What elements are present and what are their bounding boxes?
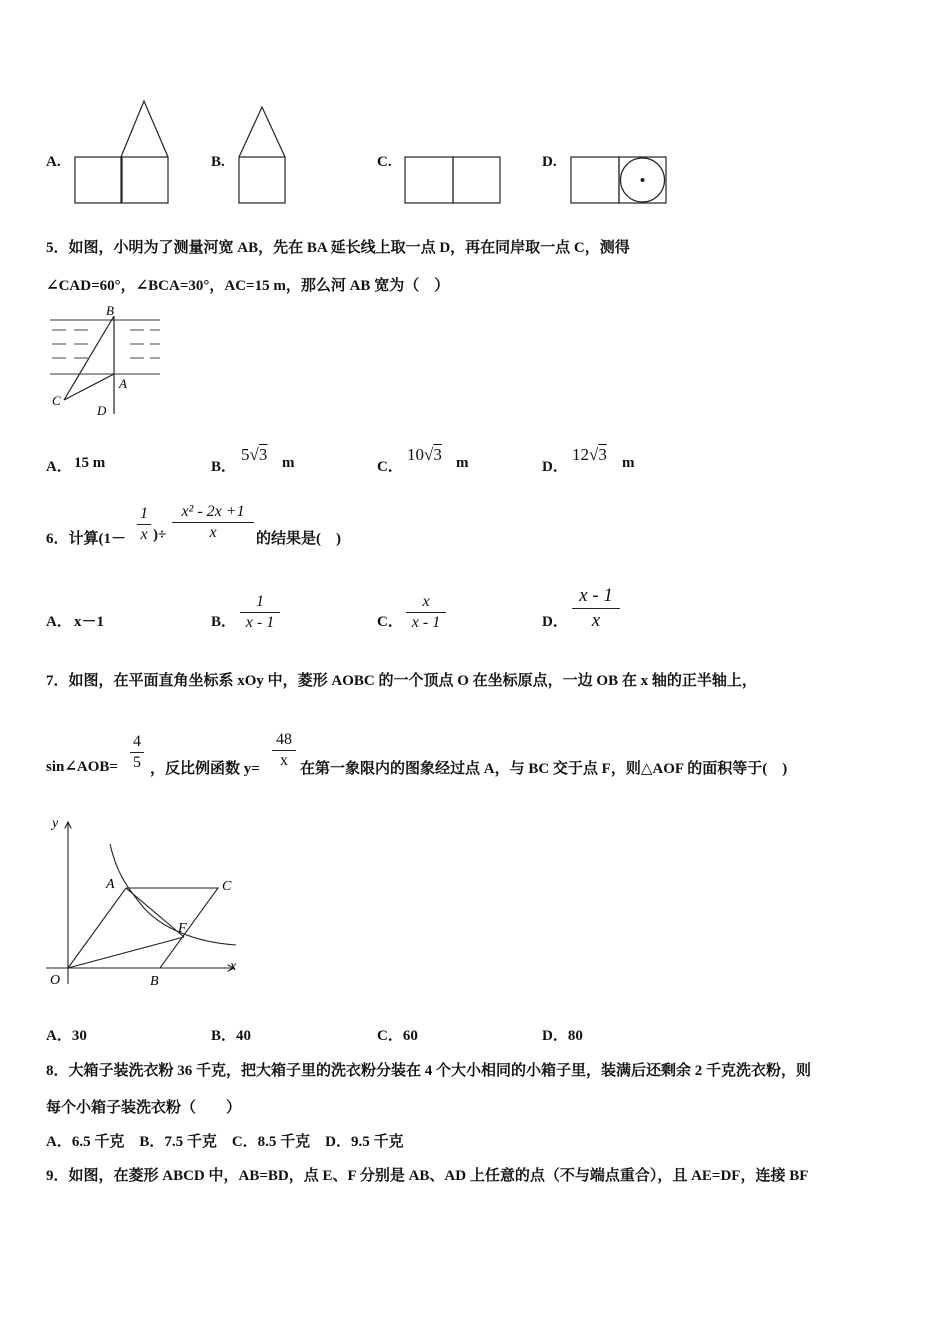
q7-label-o: O — [50, 973, 61, 988]
q6-option-a-letter: A． — [46, 614, 72, 630]
q4-option-d-figure — [568, 154, 670, 206]
q6-fraction-2: x² - 2x +1 x — [172, 503, 254, 543]
q6-suffix: 的结果是( ) — [256, 531, 341, 547]
q4-option-b-letter: B. — [211, 154, 225, 170]
q5-label-d: D — [97, 403, 107, 418]
q4-option-a-letter: A. — [46, 154, 61, 170]
q7-k-fraction: 48 x — [272, 731, 296, 771]
q7-mid: ，反比例函数 y= — [150, 761, 260, 777]
q4-option-b-figure — [236, 104, 290, 206]
q5-option-c-unit: m — [456, 455, 469, 471]
q7-label-c: C — [222, 879, 232, 894]
q4-option-c-figure — [402, 154, 504, 206]
q4-option-d-letter: D. — [542, 154, 557, 170]
q7-suffix: 在第一象限内的图象经过点 A，与 BC 交于点 F，则△AOF 的面积等于( ) — [300, 761, 788, 777]
q7-coordinate-figure — [44, 812, 244, 992]
q5-river-figure — [44, 302, 164, 420]
q5-option-a-text: 15 m — [74, 455, 106, 471]
q8-line2: 每个小箱子装洗衣粉（ ） — [46, 1100, 242, 1116]
q8-options: A．6.5 千克 B．7.5 千克 C．8.5 千克 D．9.5 千克 — [46, 1134, 404, 1150]
q5-label-b: B — [106, 303, 114, 318]
q9-line1: 9．如图，在菱形 ABCD 中，AB=BD，点 E、F 分别是 AB、AD 上任意的点（不与端点重合），且 AE=DF，连接 BF — [46, 1168, 809, 1184]
q6-option-c-fraction: x x - 1 — [406, 593, 446, 633]
q5-label-c: C — [52, 393, 61, 408]
q5-option-c-value: 10√3 — [407, 445, 442, 464]
q4-option-c-letter: C. — [377, 154, 392, 170]
q7-option-a: A．30 — [46, 1028, 87, 1044]
q6-option-c-letter: C． — [377, 614, 403, 630]
q6-option-d-fraction: x - 1 x — [572, 585, 620, 632]
q7-sin-fraction: 4 5 — [130, 733, 144, 773]
q6-option-d-letter: D． — [542, 614, 568, 630]
q6-option-b-letter: B． — [211, 614, 237, 630]
q7-label-a: A — [106, 877, 115, 892]
q4-option-a-figure — [72, 98, 172, 206]
q7-sin-prefix: sin∠AOB= — [46, 759, 118, 775]
q5-option-c-letter: C． — [377, 459, 403, 475]
q7-label-x: x — [230, 959, 237, 974]
q5-option-b-value: 5√3 — [241, 445, 268, 464]
q8-line1: 8．大箱子装洗衣粉 36 千克，把大箱子里的洗衣粉分装在 4 个大小相同的小箱子里，装满后还剩余 2 千克洗衣粉，则 — [46, 1063, 812, 1079]
q7-option-d: D．80 — [542, 1028, 583, 1044]
q5-line1: 5．如图，小明为了测量河宽 AB，先在 BA 延长线上取一点 D，再在同岸取一点 C，测得 — [46, 240, 630, 256]
q5-option-a-letter: A． — [46, 459, 72, 475]
q5-option-d-unit: m — [622, 455, 635, 471]
q5-line2: ∠CAD=60°，∠BCA=30°，AC=15 m，那么河 AB 宽为（ ） — [46, 278, 450, 294]
q5-label-a: A — [119, 376, 127, 391]
q7-option-c: C．60 — [377, 1028, 418, 1044]
q6-mid: )÷ — [153, 527, 167, 543]
q7-line1: 7．如图，在平面直角坐标系 xOy 中，菱形 AOBC 的一个顶点 O 在坐标原点，一边 OB 在 x 轴的正半轴上， — [46, 673, 757, 689]
q5-option-d-letter: D． — [542, 459, 568, 475]
q7-label-y: y — [52, 816, 59, 831]
q6-option-a-text: x－1 — [74, 614, 105, 630]
q7-label-f: F — [178, 921, 187, 936]
q7-label-b: B — [150, 974, 159, 989]
q6-fraction-1: 1 x — [137, 505, 151, 545]
q6-option-b-fraction: 1 x - 1 — [240, 593, 280, 633]
q5-option-b-letter: B． — [211, 459, 237, 475]
q5-option-b-unit: m — [282, 455, 295, 471]
q6-prefix: 6．计算(1－ — [46, 531, 126, 547]
q5-option-d-value: 12√3 — [572, 445, 607, 464]
q7-option-b: B．40 — [211, 1028, 252, 1044]
